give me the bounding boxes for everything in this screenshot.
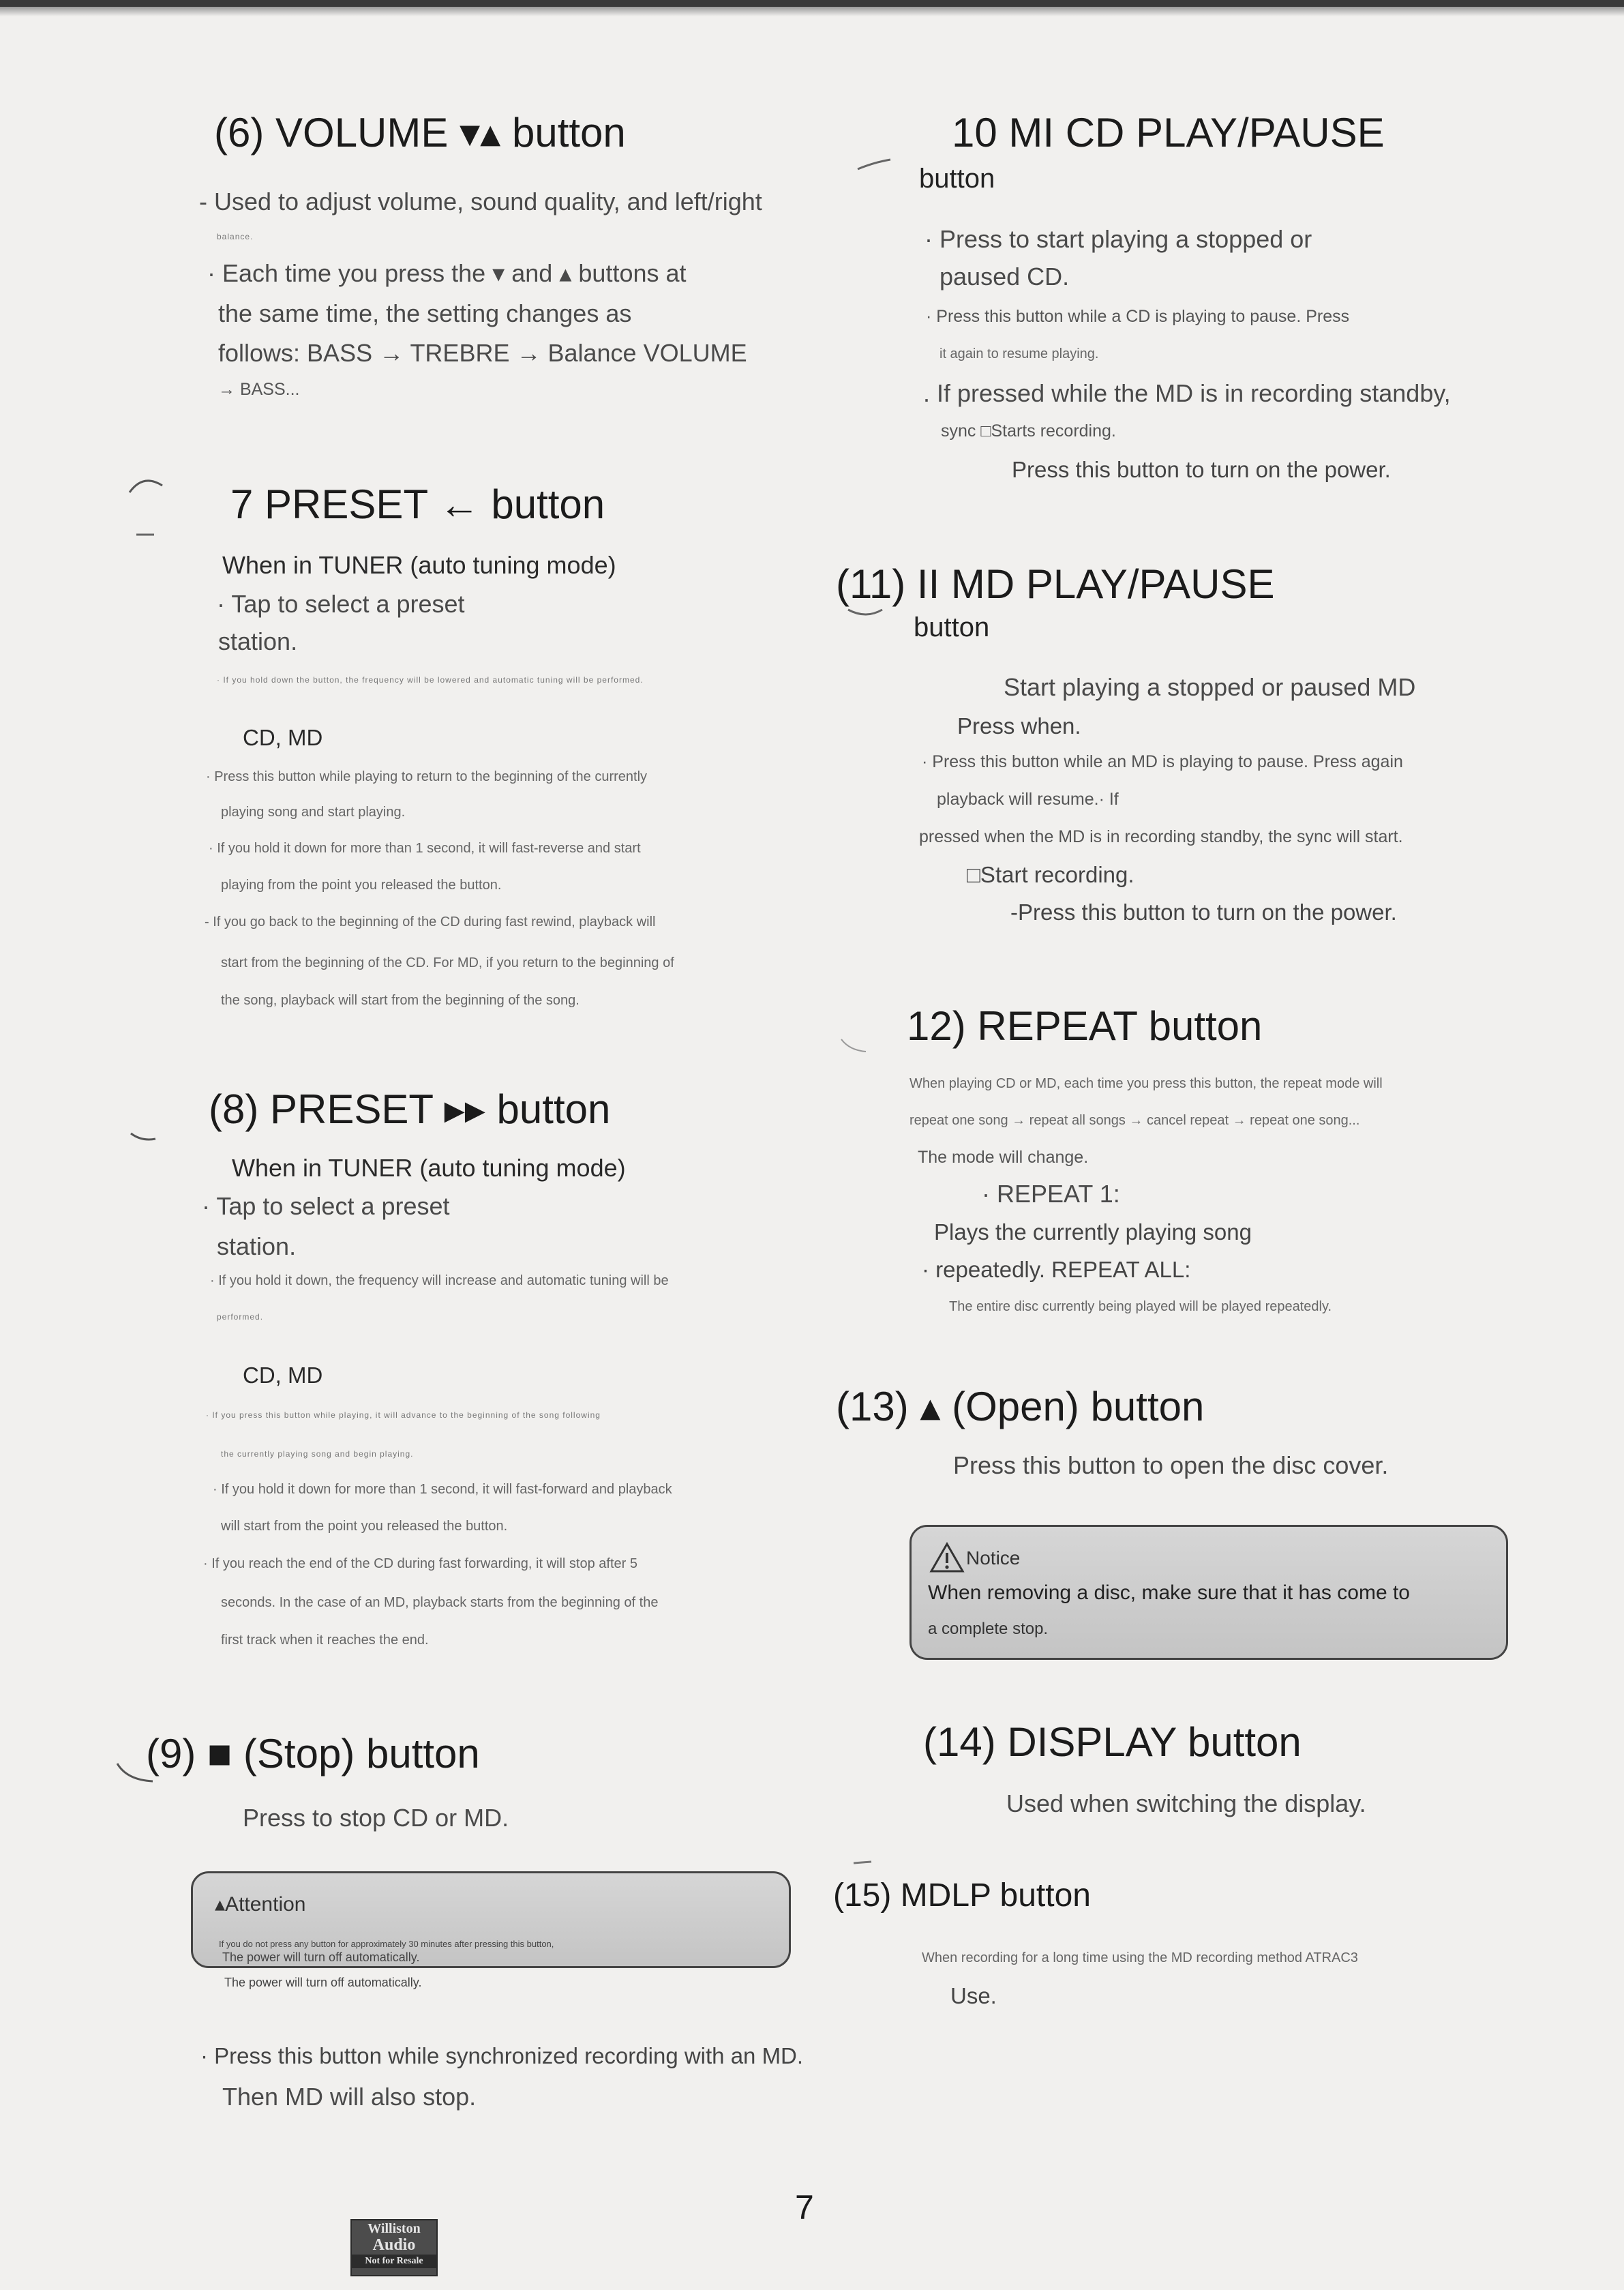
- repeat-desc-3: The mode will change.: [918, 1148, 1089, 1167]
- cd-play-pause-heading: 10 MI CD PLAY/PAUSE: [952, 110, 1385, 155]
- volume-desc-line-5: → BASS...: [218, 380, 300, 399]
- preset-back-cdmd-label: CD, MD: [243, 725, 323, 750]
- page-number: 7: [795, 2188, 814, 2227]
- warning-triangle-icon: [929, 1542, 965, 1577]
- md-play-pause-desc-7: -Press this button to turn on the power.: [1010, 899, 1397, 925]
- preset-forward-cdmd-p3: · If you reach the end of the CD during fast forwarding, it will stop after 5: [203, 1556, 637, 1571]
- cd-play-pause-desc-2: · Press this button while a CD is playing to pause. Press: [926, 307, 1350, 326]
- open-button-heading: (13) ▴ (Open) button: [836, 1384, 1205, 1429]
- md-play-pause-desc-4: playback will resume.· If: [937, 790, 1119, 809]
- preset-forward-cdmd-p3b: seconds. In the case of an MD, playback starts from the beginning of the: [221, 1595, 659, 1610]
- preset-back-cdmd-p3b: start from the beginning of the CD. For MD, if you return to the beginning of: [221, 955, 674, 970]
- preset-forward-hold-note: · If you hold it down, the frequency will increase and automatic tuning will be: [210, 1273, 669, 1288]
- preset-back-cdmd-p3: - If you go back to the beginning of the CD during fast rewind, playback will: [205, 914, 656, 930]
- repeat-desc-6: · repeatedly. REPEAT ALL:: [922, 1257, 1191, 1282]
- punch-mark-1: [127, 472, 168, 499]
- stop-desc-line-2: · Press this button while synchronized recording with an MD.: [200, 2043, 804, 2068]
- cd-play-pause-heading-2: button: [919, 164, 995, 194]
- williston-audio-stamp-logo: [350, 2219, 438, 2276]
- preset-back-cdmd-p2: · If you hold it down for more than 1 second, it will fast-reverse and start: [209, 841, 641, 856]
- md-play-pause-desc-5: pressed when the MD is in recording standby, the sync will start.: [919, 827, 1403, 846]
- volume-desc-line-2: · Each time you press the ▾ and ▴ buttons at: [207, 259, 687, 287]
- cd-play-pause-desc-4: Press this button to turn on the power.: [1012, 457, 1391, 482]
- punch-mark-5: [855, 155, 896, 176]
- punch-mark-8: [851, 1856, 878, 1870]
- volume-button-heading: (6) VOLUME ▾▴ button: [214, 110, 626, 155]
- notice-line-2: a complete stop.: [928, 1620, 1049, 1638]
- page-top-shadow: [0, 7, 1624, 16]
- repeat-button-heading: 12) REPEAT button: [907, 1003, 1263, 1049]
- mdlp-desc-2: Use.: [950, 1983, 997, 2008]
- preset-back-tuner-mode: When in TUNER (auto tuning mode): [222, 551, 616, 579]
- cd-play-pause-desc-3b: sync □Starts recording.: [941, 421, 1116, 441]
- preset-forward-cdmd-p2: · If you hold it down for more than 1 second, it will fast-forward and playback: [213, 1482, 672, 1497]
- preset-back-tap-line: · Tap to select a preset: [217, 590, 465, 618]
- cd-play-pause-desc-1: · Press to start playing a stopped or: [924, 225, 1312, 253]
- repeat-desc-5: Plays the currently playing song: [934, 1219, 1252, 1245]
- attention-title: ▴Attention: [215, 1893, 306, 1916]
- logo-line-3: Not for Resale: [352, 2255, 436, 2268]
- logo-line-2: Audio: [372, 2236, 416, 2254]
- volume-desc-line-1b: balance.: [217, 232, 254, 241]
- cd-play-pause-desc-1b: paused CD.: [939, 263, 1070, 291]
- preset-forward-cdmd-p1: · If you press this button while playing, it will advance to the beginning of the song following: [206, 1410, 601, 1420]
- attention-line-1: If you do not press any button for approximately 30 minutes after pressing this button,: [219, 1939, 554, 1949]
- open-desc-1: Press this button to open the disc cover.: [953, 1451, 1389, 1479]
- page-top-edge: [0, 0, 1624, 7]
- punch-mark-3: [128, 1129, 162, 1146]
- notice-title: Notice: [966, 1547, 1021, 1568]
- punch-mark-6: [845, 604, 886, 625]
- md-play-pause-heading: (11) II MD PLAY/PAUSE: [836, 561, 1275, 607]
- repeat-desc-2: repeat one song → repeat all songs → cancel repeat → repeat one song...: [909, 1113, 1360, 1128]
- notice-box: [909, 1525, 1508, 1660]
- stop-desc-line-3: Then MD will also stop.: [222, 2083, 477, 2111]
- preset-forward-heading: (8) PRESET ▸▸ button: [209, 1086, 611, 1132]
- preset-back-cdmd-p3c: the song, playback will start from the beginning of the song.: [221, 993, 580, 1008]
- preset-forward-tuner-mode: When in TUNER (auto tuning mode): [232, 1154, 626, 1182]
- punch-mark-7: [839, 1037, 873, 1057]
- repeat-desc-4: · REPEAT 1:: [982, 1180, 1120, 1208]
- md-play-pause-desc-6: □Start recording.: [967, 862, 1134, 887]
- volume-desc-line-1: - Used to adjust volume, sound quality, and left/right: [199, 188, 762, 215]
- mdlp-desc-1: When recording for a long time using the MD recording method ATRAC3: [922, 1950, 1358, 1965]
- preset-back-cdmd-p2b: playing from the point you released the button.: [221, 878, 502, 893]
- preset-back-cdmd-p1: · Press this button while playing to return to the beginning of the currently: [206, 769, 648, 784]
- stop-button-heading: (9) ■ (Stop) button: [146, 1731, 480, 1776]
- display-button-heading: (14) DISPLAY button: [923, 1719, 1302, 1765]
- preset-back-cdmd-p1b: playing song and start playing.: [221, 805, 406, 820]
- punch-mark-4: [115, 1759, 158, 1787]
- preset-back-hold-note: · If you hold down the button, the frequency will be lowered and automatic tuning will be performed.: [217, 675, 644, 685]
- md-play-pause-desc-2: Press when.: [957, 713, 1081, 739]
- cd-play-pause-desc-2b: it again to resume playing.: [939, 346, 1099, 361]
- preset-back-tap-line-b: station.: [218, 627, 298, 655]
- md-play-pause-heading-2: button: [914, 612, 990, 642]
- volume-desc-line-3: the same time, the setting changes as: [218, 299, 632, 327]
- logo-line-1: Williston: [367, 2221, 421, 2236]
- preset-forward-cdmd-label: CD, MD: [243, 1363, 323, 1388]
- repeat-desc-7: The entire disc currently being played will be played repeatedly.: [949, 1299, 1332, 1314]
- cd-play-pause-desc-3: . If pressed while the MD is in recording standby,: [923, 379, 1451, 407]
- preset-forward-hold-note-b: performed.: [217, 1312, 264, 1322]
- mdlp-button-heading: (15) MDLP button: [833, 1877, 1091, 1914]
- preset-forward-cdmd-p2b: will start from the point you released the button.: [221, 1519, 508, 1534]
- volume-desc-line-4: follows: BASS → TREBRE → Balance VOLUME: [218, 339, 747, 367]
- stop-desc-line-1: Press to stop CD or MD.: [243, 1804, 509, 1832]
- preset-forward-cdmd-p1b: the currently playing song and begin playing.: [221, 1449, 414, 1459]
- preset-back-heading: 7 PRESET ← button: [230, 481, 605, 527]
- attention-line-2: The power will turn off automatically.: [224, 1976, 422, 1989]
- display-desc-1: Used when switching the display.: [1006, 1789, 1366, 1817]
- repeat-desc-1: When playing CD or MD, each time you press this button, the repeat mode will: [909, 1076, 1383, 1091]
- md-play-pause-desc-1: Start playing a stopped or paused MD: [1004, 673, 1416, 701]
- notice-line-1: When removing a disc, make sure that it has come to: [928, 1581, 1410, 1604]
- md-play-pause-desc-3: · Press this button while an MD is playing to pause. Press again: [922, 752, 1403, 771]
- preset-forward-tap-line: · Tap to select a preset: [202, 1192, 450, 1220]
- preset-forward-tap-line-b: station.: [217, 1232, 297, 1260]
- punch-mark-2: [134, 529, 161, 543]
- preset-forward-cdmd-p3c: first track when it reaches the end.: [221, 1633, 429, 1648]
- attention-line-2-visible: The power will turn off automatically.: [222, 1950, 420, 1964]
